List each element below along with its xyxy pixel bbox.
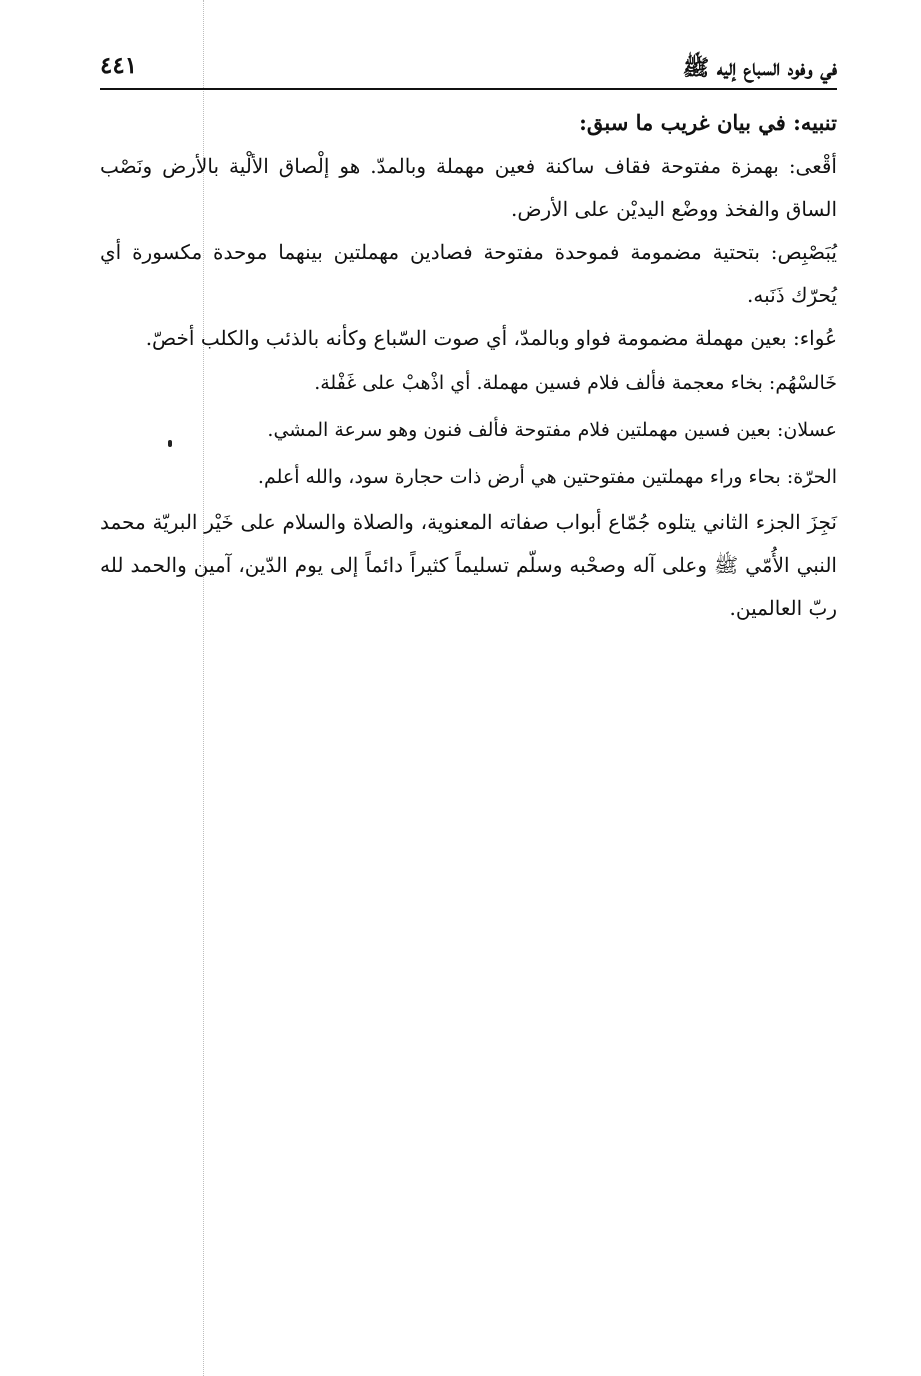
glossary-definition: بخاء معجمة فألف فلام فسين مهملة. أي اذْهبْ على غَفْلة.: [314, 372, 769, 394]
page-header: [100, 48, 837, 90]
glossary-definition: بتحتية مضمومة فموحدة مفتوحة فصادين مهملتين بينهما موحدة مكسورة أي يُحرّك ذَنَبه.: [100, 240, 837, 307]
glossary-definition: بحاء وراء مهملتين مفتوحتين هي أرض ذات حجارة سود، والله أعلم.: [257, 466, 787, 488]
glossary-definition: بعين مهملة مضمومة فواو وبالمدّ، أي صوت السّباع وكأنه بالذئب والكلب أخصّ.: [145, 326, 794, 350]
page-number: ٤٤١: [100, 52, 138, 79]
closing-paragraph: نَجِزَ الجزء الثاني يتلوه جُمّاع أبواب صفاته المعنوية، والصلاة والسلام على خَيْر البريّة محمد النبي الأُمّي ﷺ وعلى آله وصحْبه وسلّم تسليماً كثيراً دائماً إلى يوم الدّين، آمين والحمد لله ربّ العالمين.: [100, 510, 837, 620]
section-heading: تنبيه: في بيان غريب ما سبق:: [579, 110, 837, 135]
glossary-entry: [100, 231, 837, 317]
glossary-term: عُواء:: [793, 326, 837, 350]
glossary-term: عسلان:: [777, 419, 837, 441]
glossary-entry: [100, 145, 837, 231]
glossary-term: يُبَصْبِص:: [770, 240, 837, 264]
glossary-term: خَالسْهُم:: [768, 372, 837, 394]
page-body: [100, 101, 837, 630]
glossary-entry: [100, 454, 837, 501]
glossary-term: الحرّة:: [786, 466, 837, 488]
glossary-definition: بهمزة مفتوحة فقاف ساكنة فعين مهملة وبالمدّ. هو إلْصاق الألْية بالأرض ونَصْب الساق والفخذ ووضْع اليديْن على الأرض.: [100, 154, 837, 221]
glossary-definition: بعين فسين مهملتين فلام مفتوحة فألف فنون وهو سرعة المشي.: [267, 419, 778, 441]
ink-speck: [168, 440, 172, 447]
glossary-entry: [100, 360, 837, 407]
glossary-entry: [100, 407, 837, 454]
glossary-term: أقْعى:: [788, 154, 837, 178]
glossary-entry: [100, 317, 837, 360]
running-title: في وفود السباع إليه ﷺ: [682, 55, 837, 81]
